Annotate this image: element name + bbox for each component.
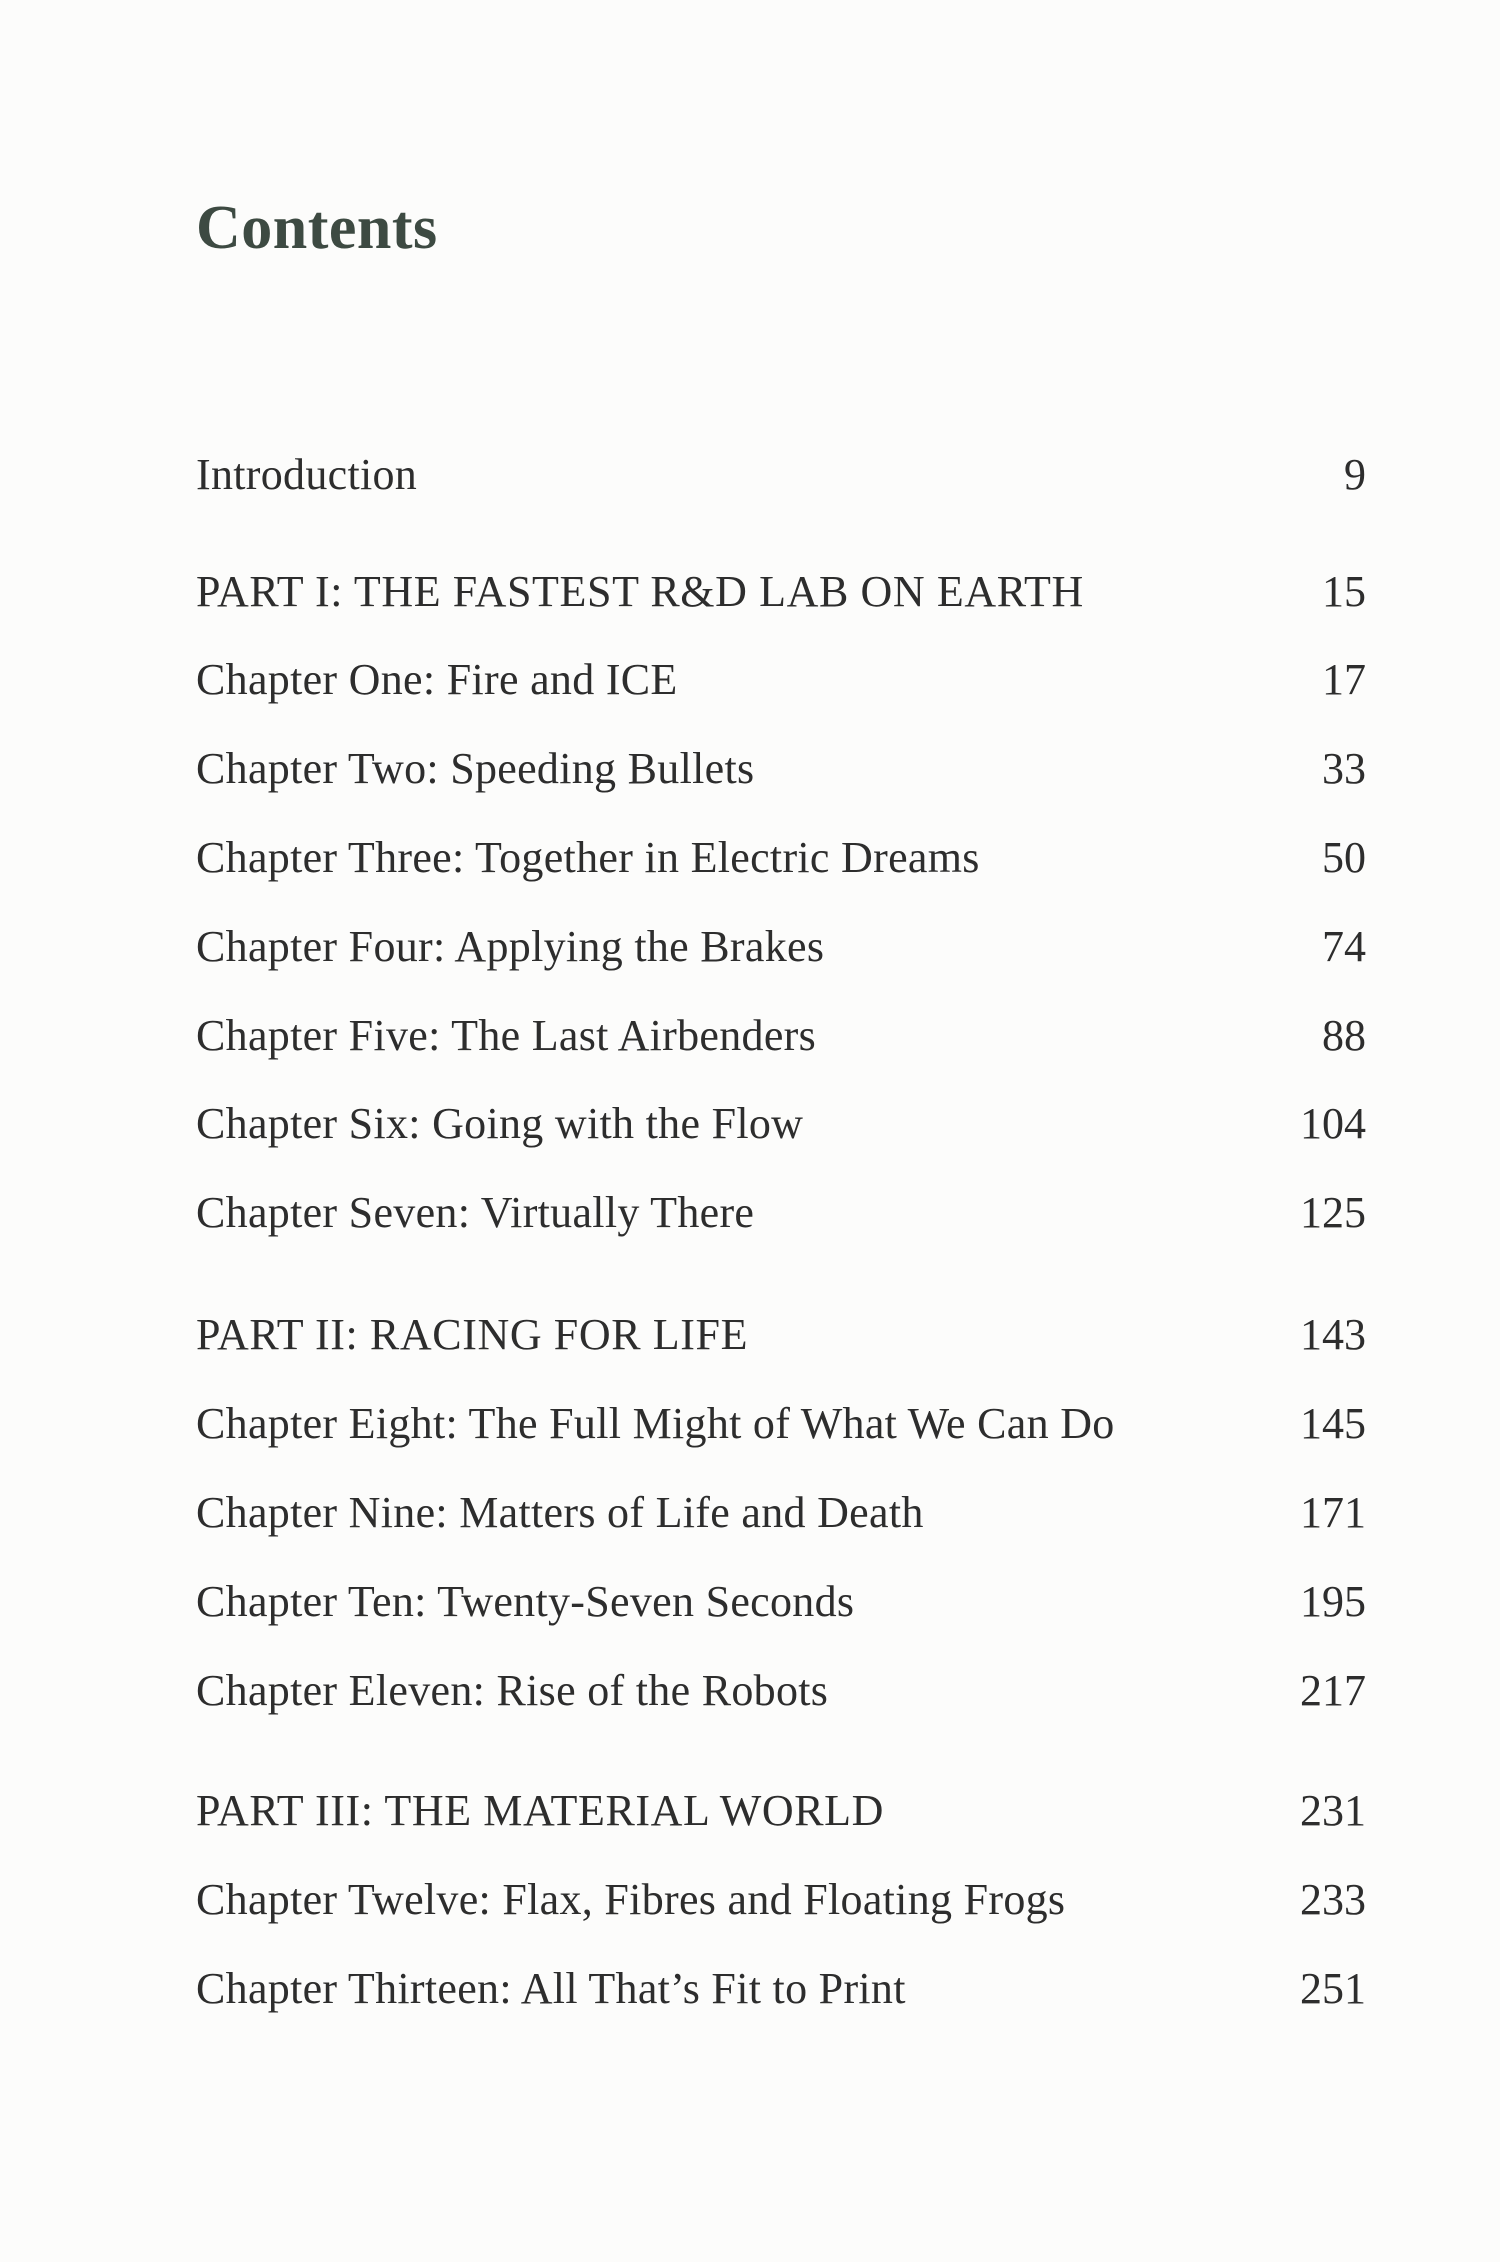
toc-entry-label: Chapter Thirteen: All That’s Fit to Print xyxy=(196,1964,906,2013)
toc-entry-label: Chapter Five: The Last Airbenders xyxy=(196,1011,817,1060)
toc-entry-label: PART I: THE FASTEST R&D LAB ON EARTH xyxy=(196,567,1084,616)
toc-entry-chapter-12[interactable] xyxy=(196,1870,1366,1930)
toc-entry-label: Chapter Seven: Virtually There xyxy=(196,1188,755,1237)
toc-entry-label: PART II: RACING FOR LIFE xyxy=(196,1310,749,1359)
toc-entry-page-number: 251 xyxy=(1300,1964,1366,2013)
toc-entry-label: Chapter Ten: Twenty-Seven Seconds xyxy=(196,1577,855,1626)
toc-entry-page-number: 231 xyxy=(1300,1786,1366,1835)
toc-entry-chapter-8[interactable] xyxy=(196,1394,1366,1454)
toc-entry-label: PART III: THE MATERIAL WORLD xyxy=(196,1786,885,1835)
toc-entry-chapter-4[interactable] xyxy=(196,917,1366,977)
toc-entry-introduction[interactable] xyxy=(196,445,1366,505)
toc-entry-label: Chapter Six: Going with the Flow xyxy=(196,1099,804,1148)
toc-entry-label: Chapter Eleven: Rise of the Robots xyxy=(196,1666,829,1715)
toc-entry-label: Chapter One: Fire and ICE xyxy=(196,655,678,704)
toc-entry-label: Chapter Nine: Matters of Life and Death xyxy=(196,1488,924,1537)
toc-entry-chapter-9[interactable] xyxy=(196,1483,1366,1543)
toc-part-3-heading[interactable] xyxy=(196,1781,1366,1841)
toc-entry-page-number: 195 xyxy=(1300,1577,1366,1626)
toc-entry-chapter-7[interactable] xyxy=(196,1183,1366,1243)
toc-entry-label: Introduction xyxy=(196,450,418,499)
toc-entry-page-number: 233 xyxy=(1300,1875,1366,1924)
toc-part-2-heading[interactable] xyxy=(196,1305,1366,1365)
toc-entry-label: Chapter Three: Together in Electric Dreams xyxy=(196,833,980,882)
toc-entry-page-number: 171 xyxy=(1300,1488,1366,1537)
toc-entry-page-number: 33 xyxy=(1322,744,1366,793)
toc-entry-chapter-11[interactable] xyxy=(196,1661,1366,1721)
toc-entry-chapter-13[interactable] xyxy=(196,1959,1366,2019)
page-title: Contents xyxy=(196,194,438,262)
toc-entry-chapter-10[interactable] xyxy=(196,1572,1366,1632)
toc-entry-label: Chapter Eight: The Full Might of What We Can Do xyxy=(196,1399,1115,1448)
toc-entry-chapter-2[interactable] xyxy=(196,739,1366,799)
toc-entry-page-number: 74 xyxy=(1322,922,1366,971)
toc-part-1-heading[interactable] xyxy=(196,562,1366,622)
toc-entry-page-number: 217 xyxy=(1300,1666,1366,1715)
toc-entry-page-number: 88 xyxy=(1322,1011,1366,1060)
toc-entry-chapter-6[interactable] xyxy=(196,1094,1366,1154)
toc-entry-chapter-1[interactable] xyxy=(196,650,1366,710)
toc-entry-page-number: 104 xyxy=(1300,1099,1366,1148)
toc-entry-chapter-3[interactable] xyxy=(196,828,1366,888)
toc-entry-label: Chapter Two: Speeding Bullets xyxy=(196,744,755,793)
toc-entry-label: Chapter Twelve: Flax, Fibres and Floating Frogs xyxy=(196,1875,1066,1924)
toc-entry-page-number: 17 xyxy=(1322,655,1366,704)
toc-entry-page-number: 143 xyxy=(1300,1310,1366,1359)
toc-entry-page-number: 15 xyxy=(1322,567,1366,616)
toc-entry-page-number: 125 xyxy=(1300,1188,1366,1237)
toc-entry-label: Chapter Four: Applying the Brakes xyxy=(196,922,825,971)
toc-entry-page-number: 9 xyxy=(1344,450,1366,499)
toc-entry-chapter-5[interactable] xyxy=(196,1006,1366,1066)
toc-entry-page-number: 145 xyxy=(1300,1399,1366,1448)
toc-entry-page-number: 50 xyxy=(1322,833,1366,882)
